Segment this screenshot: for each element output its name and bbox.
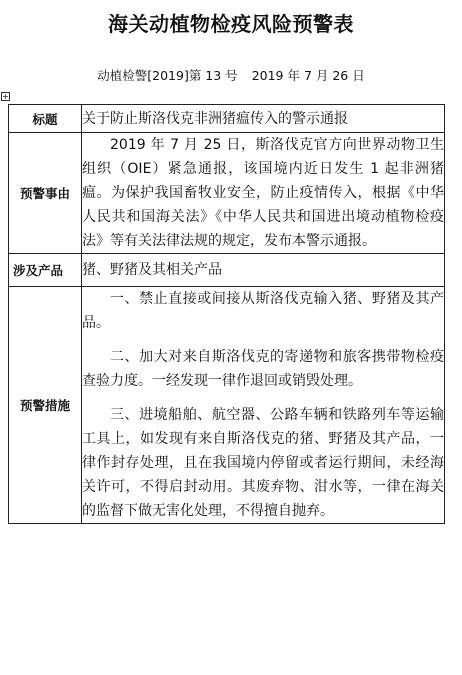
document-title: 海关动植物检疫风险预警表: [108, 12, 354, 36]
table-row-title: [9, 105, 445, 133]
title-value-cell: [82, 105, 445, 133]
warning-table: [8, 104, 445, 524]
title-label: 标题: [32, 111, 58, 127]
title-label-cell: [9, 105, 82, 133]
table-move-handle-icon[interactable]: +: [2, 92, 9, 101]
products-label: 涉及产品: [13, 263, 64, 278]
reason-text: 2019 年 7 月 25 日，斯洛伐克官方向世界动物卫生组织（OIE）紧急通报，该国境内近日发生 1 起非洲猪瘟。为保护我国畜牧业安全，防止疫情传入，根据《中华人民共和国海关法》《中华人民共和国进出境动植物检疫法》等有关法律法规的规定，发布本警示通报。: [82, 137, 444, 249]
measure-item-2: 二、加大对来自斯洛伐克的寄递物和旅客携带物检疫查验力度。一经发现一律作退回或销毁处理。: [82, 349, 444, 389]
table-row-reason: [9, 133, 445, 254]
document-number: 动植检警[2019]第 13 号: [97, 68, 238, 83]
products-value: 猪、野猪及其相关产品: [82, 262, 222, 278]
measures-value-cell: [82, 287, 445, 524]
document-date: 2019 年 7 月 26 日: [251, 68, 365, 83]
products-label-cell: [9, 254, 82, 287]
products-value-cell: [82, 254, 445, 287]
measures-label: 预警措施: [19, 398, 70, 413]
measure-item-3: 三、进境船舶、航空器、公路车辆和铁路列车等运输工具上，如发现有来自斯洛伐克的猪、野猪及其产品，一律作封存处理，且在我国境内停留或者运行期间，未经海关许可，不得启封动用。其废弃物、泔水等，一律在海关的监督下做无害化处理，不得擅自抛弃。: [82, 407, 444, 519]
table-row-products: [9, 254, 445, 287]
measures-label-cell: [9, 287, 82, 524]
document-number-line: [0, 66, 462, 84]
title-value: 关于防止斯洛伐克非洲猪瘟传入的警示通报: [82, 110, 348, 127]
table-row-measures: [9, 287, 445, 524]
reason-label-cell: [9, 133, 82, 254]
reason-label: 预警事由: [19, 186, 70, 201]
measure-item-1: 一、禁止直接或间接从斯洛伐克输入猪、野猪及其产品。: [82, 291, 444, 331]
reason-value-cell: [82, 133, 445, 254]
